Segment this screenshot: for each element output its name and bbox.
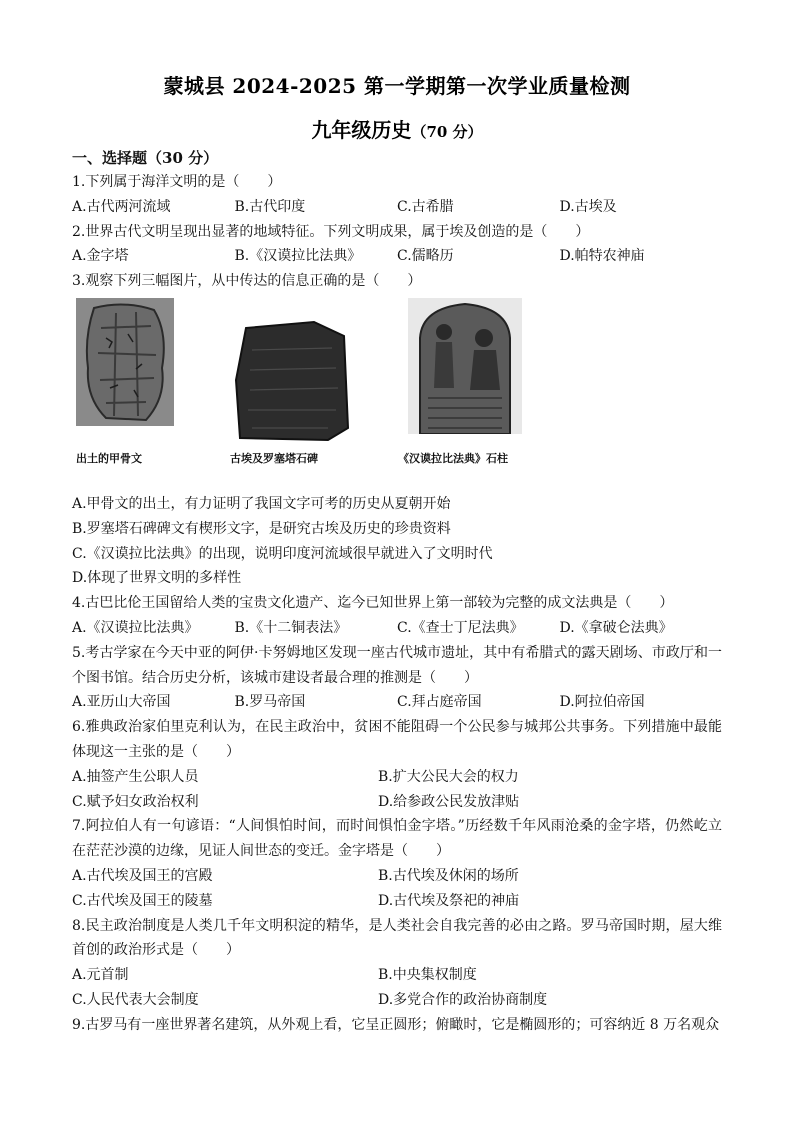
hammurabi-stele-photo bbox=[408, 298, 522, 434]
option-row bbox=[72, 765, 722, 790]
answer-option[interactable]: B.扩大公民大会的权力 bbox=[378, 768, 519, 785]
answer-option[interactable]: A.亚历山大帝国 bbox=[72, 694, 171, 711]
answer-option[interactable]: C.古希腊 bbox=[397, 198, 454, 215]
rosetta-stone-photo bbox=[232, 320, 352, 442]
option-row bbox=[72, 244, 722, 269]
answer-option[interactable]: D.多党合作的政治协商制度 bbox=[378, 991, 548, 1008]
question-stem: 1.下列属于海洋文明的是（ ） bbox=[72, 174, 282, 190]
question-stem: 8.民主政治制度是人类几千年文明积淀的精华，是人类社会自我完善的必由之路。罗马帝国时期，屋大维首创的政治形式是（ ） bbox=[72, 917, 722, 959]
question-stem: 3.观察下列三幅图片，从中传达的信息正确的是（ ） bbox=[72, 273, 422, 290]
answer-option[interactable]: B.《汉谟拉比法典》 bbox=[234, 248, 362, 265]
option-row bbox=[72, 963, 722, 988]
answer-option[interactable]: C.《查士丁尼法典》 bbox=[397, 619, 524, 636]
answer-option[interactable]: D.古代埃及祭祀的神庙 bbox=[378, 892, 520, 909]
exam-title: 蒙城县 2024-2025 第一学期第一次学业质量检测 bbox=[163, 74, 631, 98]
answer-option[interactable]: B.罗马帝国 bbox=[234, 694, 306, 711]
total-score: （70 分） bbox=[411, 123, 483, 141]
answer-option[interactable]: B.罗塞塔石碑碑文有楔形文字，是研究古埃及历史的珍贵资料 bbox=[72, 520, 451, 537]
question-3 bbox=[72, 269, 722, 591]
oracle-bone-photo bbox=[76, 298, 174, 426]
answer-option[interactable]: D.给参政公民发放津贴 bbox=[378, 793, 520, 810]
answer-option[interactable]: A.元首制 bbox=[72, 967, 129, 984]
question-8 bbox=[72, 914, 722, 1013]
answer-option[interactable]: D.阿拉伯帝国 bbox=[559, 694, 645, 711]
figure-caption-hammurabi: 《汉谟拉比法典》石柱 bbox=[398, 451, 508, 465]
question-5 bbox=[72, 641, 722, 715]
option-row bbox=[72, 616, 722, 641]
answer-option[interactable]: B.古代埃及休闲的场所 bbox=[378, 867, 519, 884]
answer-option[interactable]: C.儒略历 bbox=[397, 248, 454, 265]
subject-label: 九年级历史 bbox=[311, 118, 412, 142]
option-row bbox=[72, 790, 722, 815]
question-9 bbox=[72, 1013, 722, 1038]
answer-option[interactable]: A.甲骨文的出土，有力证明了我国文字可考的历史从夏朝开始 bbox=[72, 495, 451, 512]
question-stem: 5.考古学家在今天中亚的阿伊·卡努姆地区发现一座古代城市遗址，其中有希腊式的露天剧场、市政厅和一个图书馆。结合历史分析，该城市建设者最合理的推测是（ ） bbox=[72, 644, 722, 686]
answer-option[interactable]: A.古代埃及国王的宫殿 bbox=[72, 867, 213, 884]
answer-option[interactable]: B.中央集权制度 bbox=[378, 967, 477, 984]
answer-option[interactable]: A.金字塔 bbox=[72, 248, 129, 265]
answer-option[interactable]: D.体现了世界文明的多样性 bbox=[72, 570, 242, 587]
answer-option[interactable]: D.古埃及 bbox=[559, 198, 617, 215]
option-row bbox=[72, 864, 722, 889]
answer-option[interactable]: A.古代两河流域 bbox=[72, 198, 171, 215]
question-1 bbox=[72, 170, 722, 220]
question-stem: 7.阿拉伯人有一句谚语：“人间惧怕时间，而时间惧怕金字塔。”历经数千年风雨沧桑的金字塔，仍然屹立在茫茫沙漠的边缘，见证人间世态的变迁。金字塔是（ ） bbox=[72, 818, 722, 860]
answer-option[interactable]: B.古代印度 bbox=[234, 198, 306, 215]
answer-option[interactable]: A.《汉谟拉比法典》 bbox=[72, 619, 199, 636]
answer-option[interactable]: C.古代埃及国王的陵墓 bbox=[72, 892, 213, 909]
question-7 bbox=[72, 814, 722, 913]
question-stem: 2.世界古代文明呈现出显著的地域特征。下列文明成果，属于埃及创造的是（ ） bbox=[72, 223, 590, 240]
question-list bbox=[72, 170, 722, 1038]
answer-option[interactable]: C.拜占庭帝国 bbox=[397, 694, 482, 711]
question-6 bbox=[72, 715, 722, 814]
answer-option[interactable]: C.《汉谟拉比法典》的出现，说明印度河流域很早就进入了文明时代 bbox=[72, 545, 493, 562]
exam-subtitle bbox=[0, 114, 794, 143]
option-row bbox=[72, 195, 722, 220]
answer-option[interactable]: A.抽签产生公职人员 bbox=[72, 768, 199, 785]
option-row bbox=[72, 889, 722, 914]
option-row bbox=[72, 690, 722, 715]
figure-caption-rosetta: 古埃及罗塞塔石碑 bbox=[230, 451, 318, 465]
answer-option[interactable]: D.帕特农神庙 bbox=[559, 248, 645, 265]
answer-option[interactable]: C.赋予妇女政治权利 bbox=[72, 793, 199, 810]
question-stem: 6.雅典政治家伯里克利认为，在民主政治中，贫困不能阻碍一个公民参与城邦公共事务。下列措施中最能体现这一主张的是（ ） bbox=[72, 719, 722, 760]
question-stem: 4.古巴比伦王国留给人类的宝贵文化遗产、迄今已知世界上第一部较为完整的成文法典是（ ） bbox=[72, 595, 674, 612]
answer-option[interactable]: C.人民代表大会制度 bbox=[72, 991, 199, 1008]
question-2 bbox=[72, 220, 722, 270]
section-heading: 一、选择题（30 分） bbox=[72, 149, 219, 167]
answer-option[interactable]: D.《拿破仑法典》 bbox=[559, 619, 673, 636]
answer-option[interactable]: B.《十二铜表法》 bbox=[234, 619, 348, 636]
question-4 bbox=[72, 591, 722, 641]
figure-caption-oracle: 出土的甲骨文 bbox=[76, 451, 142, 465]
question-stem: 9.古罗马有一座世界著名建筑，从外观上看，它呈正圆形；俯瞰时，它是椭圆形的；可容纳近 8 万名观众 bbox=[72, 1016, 720, 1033]
option-row bbox=[72, 988, 722, 1013]
figure-row bbox=[72, 298, 722, 490]
